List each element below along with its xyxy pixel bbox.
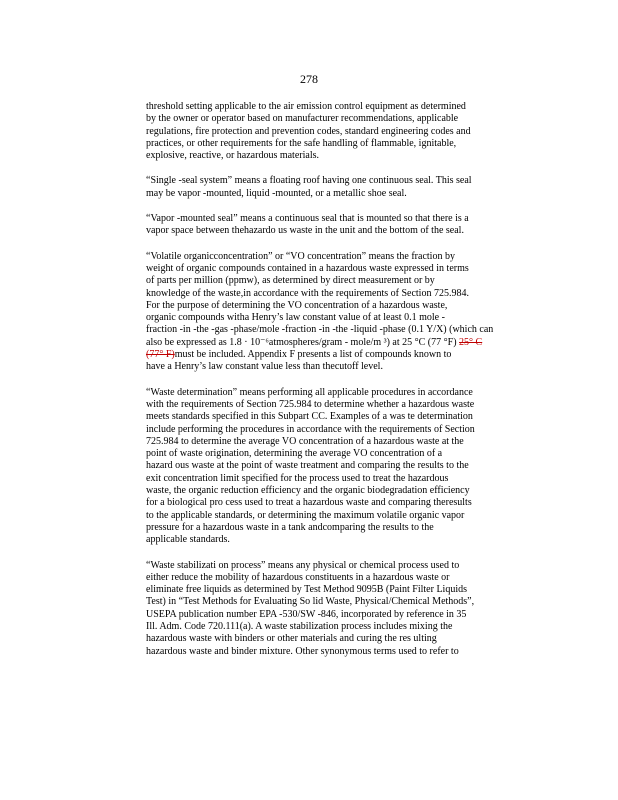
text-line: exit concentration limit specified for the process used to treat the hazardous — [146, 472, 449, 484]
text-line: “Waste determination” means performing all applicable procedures in accordance — [146, 386, 473, 398]
text-line: “Single -seal system” means a floating roof having one continuous seal. This seal — [146, 175, 472, 187]
definition-paragraph-waste-determination — [146, 387, 534, 547]
text-line: Test) in “Test Methods for Evaluating So lid Waste, Physical/Chemical Methods”, — [146, 596, 475, 608]
text-line: for a biological pro cess used to treat a hazardous waste and comparing theresults — [146, 497, 472, 509]
text-line-segment: also be expressed as 1.8 · 10⁻⁶atmospheres/gram - mole/m ³) at 25 °C (77 °F) — [146, 336, 457, 348]
text-line: by the owner or operator based on manufacturer recommendations, applicable — [146, 113, 459, 125]
text-line-segment: must be included. Appendix F presents a list of compounds known to — [174, 349, 452, 361]
text-line: vapor space between thehazardo us waste in the unit and the bottom of the seal. — [146, 225, 464, 237]
text-line: regulations, fire protection and prevention codes, standard engineering codes and — [146, 125, 471, 137]
text-line: may be vapor -mounted, liquid -mounted, or a metallic shoe seal. — [146, 187, 407, 199]
text-line: include performing the procedures in accordance with the requirements of Section — [146, 423, 475, 435]
text-line: “Vapor -mounted seal” means a continuous seal that is mounted so that there is a — [146, 213, 469, 225]
text-line: threshold setting applicable to the air emission control equipment as determined — [146, 101, 466, 112]
text-line: to the applicable standards, or determining the maximum volatile organic vapor — [146, 509, 465, 521]
text-line — [146, 337, 534, 349]
text-line: For the purpose of determining the VO concentration of a hazardous waste, — [146, 299, 448, 311]
text-line: “Volatile organicconcentration” or “VO concentration” means the fraction by — [146, 250, 455, 262]
text-line: 725.984 to determine the average VO concentration of a hazardous waste at the — [146, 435, 464, 447]
text-line: applicable standards. — [146, 534, 230, 546]
text-line: hazardous waste and binder mixture. Other synonymous terms used to refer to — [146, 645, 459, 657]
text-line: “Waste stabilizati on process” means any physical or chemical process used to — [146, 559, 460, 571]
text-line — [146, 349, 534, 361]
definition-paragraph-vo-concentration — [146, 251, 534, 374]
text-line: explosive, reactive, or hazardous materials. — [146, 150, 319, 162]
text-line: practices, or other requirements for the safe handling of flammable, ignitable, — [146, 137, 457, 149]
text-line: meets standards specified in this Subpart CC. Examples of a was te determination — [146, 411, 473, 423]
struck-text: 25° C — [459, 336, 483, 348]
text-line: USEPA publication number EPA -530/SW -846, incorporated by reference in 35 — [146, 608, 467, 620]
definition-paragraph-vapor-mounted-seal — [146, 213, 534, 238]
definition-paragraph-waste-stabilization-process — [146, 560, 534, 658]
document-body — [146, 101, 534, 671]
definition-paragraph-single-seal-system — [146, 175, 534, 200]
text-line: of parts per million (ppmw), as determined by direct measurement or by — [146, 275, 435, 287]
text-line: weight of organic compounds contained in a hazardous waste expressed in terms — [146, 262, 469, 274]
text-line: pressure for a hazardous waste in a tank andcomparing the results to the — [146, 521, 434, 533]
text-line: hazard ous waste at the point of waste treatment and comparing the results to the — [146, 460, 469, 472]
text-line: with the requirements of Section 725.984 to determine whether a hazardous waste — [146, 398, 475, 410]
text-line: eliminate free liquids as determined by Test Method 9095B (Paint Filter Liquids — [146, 584, 468, 596]
text-line: organic compounds witha Henry’s law constant value of at least 0.1 mole - — [146, 312, 445, 324]
text-line: Ill. Adm. Code 720.111(a). A waste stabilization process includes mixing the — [146, 620, 453, 632]
text-line: waste, the organic reduction efficiency and the organic biodegradation efficiency — [146, 485, 470, 497]
struck-text: (77° F) — [146, 349, 175, 361]
text-line: have a Henry’s law constant value less than thecutoff level. — [146, 361, 383, 373]
text-line: point of waste origination, determining the average VO concentration of a — [146, 448, 443, 460]
text-line: knowledge of the waste,in accordance with the requirements of Section 725.984. — [146, 287, 469, 299]
text-line: either reduce the mobility of hazardous constituents in a hazardous waste or — [146, 571, 450, 583]
text-line: fraction -in -the -gas -phase/mole -fraction -in -the -liquid -phase (0.1 Y/X) (which can — [146, 324, 494, 336]
page-number: 278 — [300, 72, 318, 86]
text-line: hazardous waste with binders or other materials and curing the res ulting — [146, 633, 437, 645]
definition-paragraph-threshold — [146, 101, 534, 162]
